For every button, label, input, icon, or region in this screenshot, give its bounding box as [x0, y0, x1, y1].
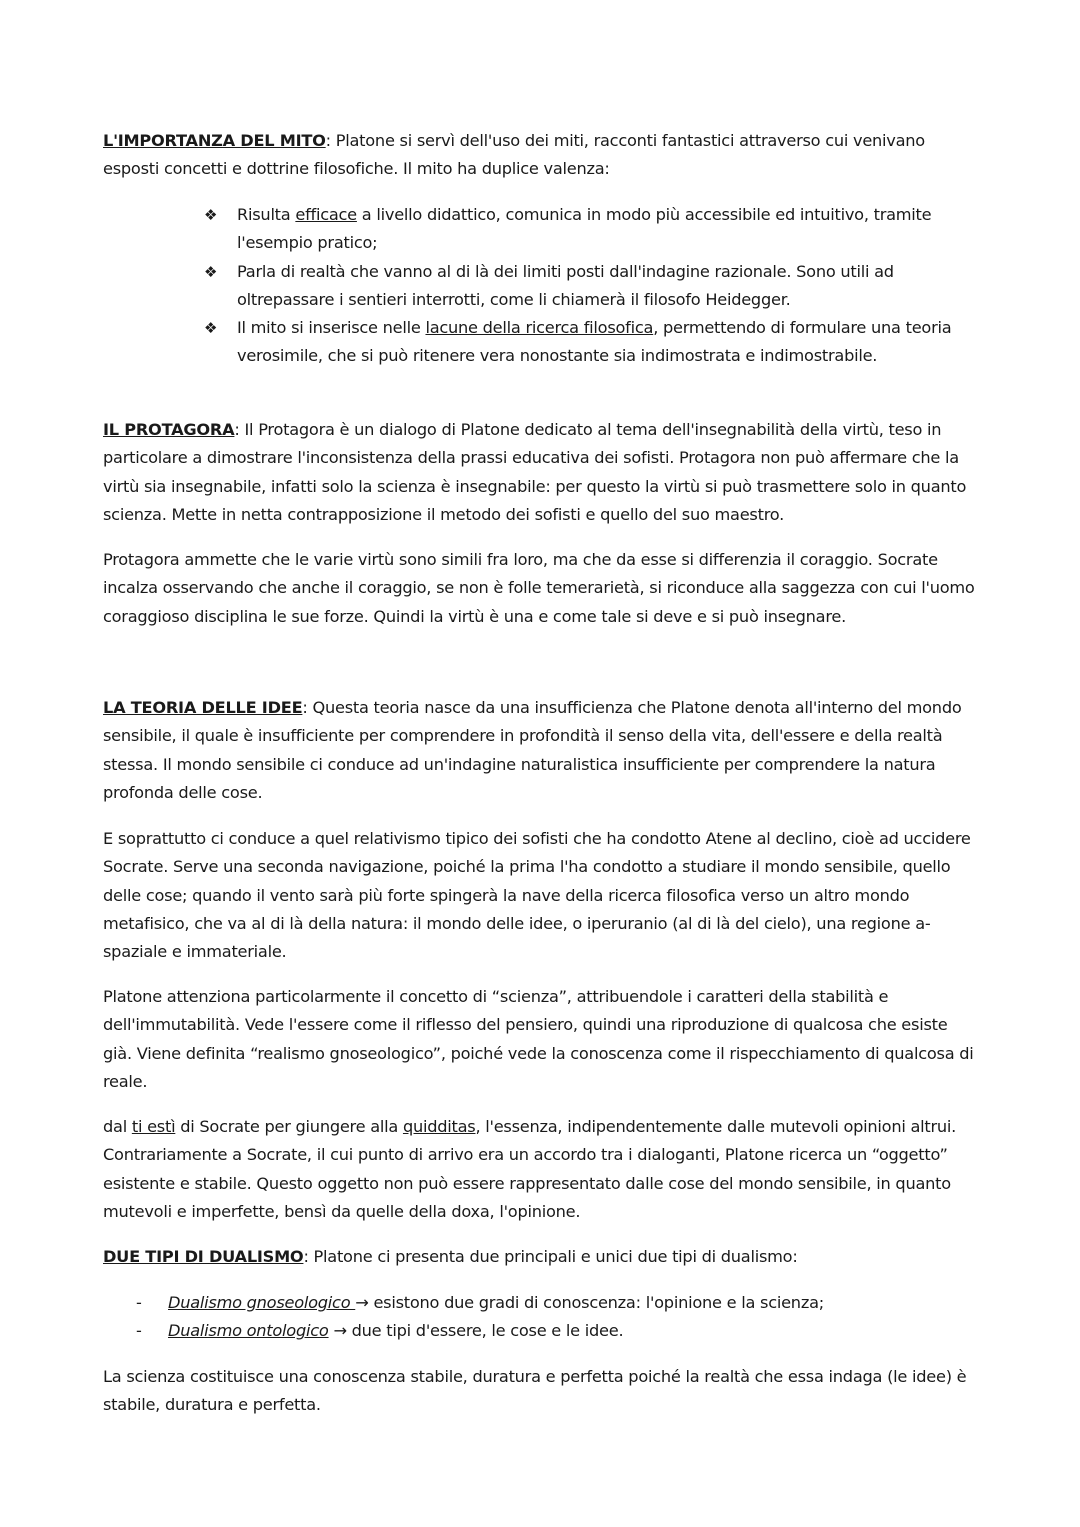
dualismo-heading: DUE TIPI DI DUALISMO: [103, 1247, 304, 1266]
idee-p1: LA TEORIA DELLE IDEE: Questa teoria nasce da una insufficienza che Platone denota all'interno del mondo sensibile, il quale è insufficiente per comprendere in profondità il senso della vita, dell'essere e della realtà stessa. Il mondo sensibile ci conduce ad un'indagine naturalistica insufficiente per comprendere la natura profonda delle cose.: [103, 698, 962, 802]
dualismo-conclusion: La scienza costituisce una conoscenza stabile, duratura e perfetta poiché la realtà che essa indaga (le idee) è stabile, duratura e perfetta.: [103, 1367, 967, 1415]
diamond-bullet-icon: ❖: [204, 262, 218, 281]
list-item: - Dualismo ontologico → due tipi d'essere, le cose e le idee.: [168, 1317, 968, 1345]
mito-intro-text: : Platone si servì dell'uso dei miti, racconti fantastici attraverso cui venivano esposti concetti e dottrine filosofiche. Il mito ha duplice valenza:: [103, 131, 925, 179]
mito-heading: L'IMPORTANZA DEL MITO: [103, 131, 326, 150]
list-item: ❖ Risulta efficace a livello didattico, comunica in modo più accessibile ed intuitivo, tramite l'esempio pratico;: [237, 201, 982, 258]
diamond-bullet-icon: ❖: [204, 206, 218, 224]
idee-p2: E soprattutto ci conduce a quel relativismo tipico dei sofisti che ha condotto Atene al declino, cioè ad uccidere Socrate. Serve una seconda navigazione, poiché la prima l'ha condotto a studiare il mondo sensibile, quello delle cose; quando il vento sarà più forte spingerà la nave della ricerca filosofica verso un altro mondo metafisico, che va al di là della natura: il mondo delle idee, o iperuranio (al di là del cielo), una regione a-spaziale e immateriale.: [103, 829, 971, 962]
mito-intro: [103, 127, 981, 184]
list-item: ❖ Parla di realtà che vanno al di là dei limiti posti dall'indagine razionale. Sono utili ad oltrepassare i sentieri interrotti, come li chiamerà il filosofo Heidegger.: [237, 258, 982, 315]
protagora-p2: Protagora ammette che le varie virtù sono simili fra loro, ma che da esse si differenzia il coraggio. Socrate incalza osservando che anche il coraggio, se non è folle temerarietà, si riconduce alla saggezza con cui l'uomo coraggioso disciplina le sue forze. Quindi la virtù è una e come tale si deve e si può insegnare.: [103, 550, 975, 626]
mito-bullet-list: [204, 201, 982, 371]
diamond-bullet-icon: ❖: [204, 319, 218, 338]
list-item: - Dualismo gnoseologico → esistono due gradi di conoscenza: l'opinione e la scienza;: [168, 1289, 968, 1317]
idee-p4: dal ti estì di Socrate per giungere alla quidditas, l'essenza, indipendentemente dalle mutevoli opinioni altrui. Contrariamente a Socrate, il cui punto di arrivo era un accordo tra i dialoganti, Platone ricerca un “oggetto” esistente e stabile. Questo oggetto non può essere rappresentato dalle cose del mondo sensibile, in quanto mutevoli e imperfette, bensì da quelle della doxa, l'opinione.: [103, 1117, 957, 1221]
idee-p3: Platone attenziona particolarmente il concetto di “scienza”, attribuendole i caratteri della stabilità e dell'immutabilità. Vede l'essere come il riflesso del pensiero, quindi una riproduzione di qualcosa che esiste già. Viene definita “realismo gnoseologico”, poiché vede la conoscenza come il rispecchiamento di qualcosa di reale.: [103, 987, 974, 1091]
list-item: ❖ Il mito si inserisce nelle lacune della ricerca filosofica, permettendo di formulare una teoria verosimile, che si può ritenere vera nonostante sia indimostrata e indimostrabile.: [237, 314, 982, 371]
dualismo-intro: DUE TIPI DI DUALISMO: Platone ci presenta due principali e unici due tipi di dualismo:: [103, 1247, 798, 1266]
dash-bullet-icon: -: [136, 1293, 142, 1312]
dualismo-list: [136, 1289, 968, 1346]
protagora-heading: IL PROTAGORA: [103, 420, 235, 439]
idee-heading: LA TEORIA DELLE IDEE: [103, 698, 303, 717]
dash-bullet-icon: -: [136, 1321, 142, 1341]
protagora-p1: IL PROTAGORA: Il Protagora è un dialogo di Platone dedicato al tema dell'insegnabilità della virtù, teso in particolare a dimostrare l'inconsistenza della prassi educativa dei sofisti. Protagora non può affermare che la virtù sia insegnabile, infatti solo la scienza è insegnabile: per questo la virtù si può trasmettere solo in quanto scienza. Mette in netta contrapposizione il metodo dei sofisti e quello del suo maestro.: [103, 420, 967, 524]
